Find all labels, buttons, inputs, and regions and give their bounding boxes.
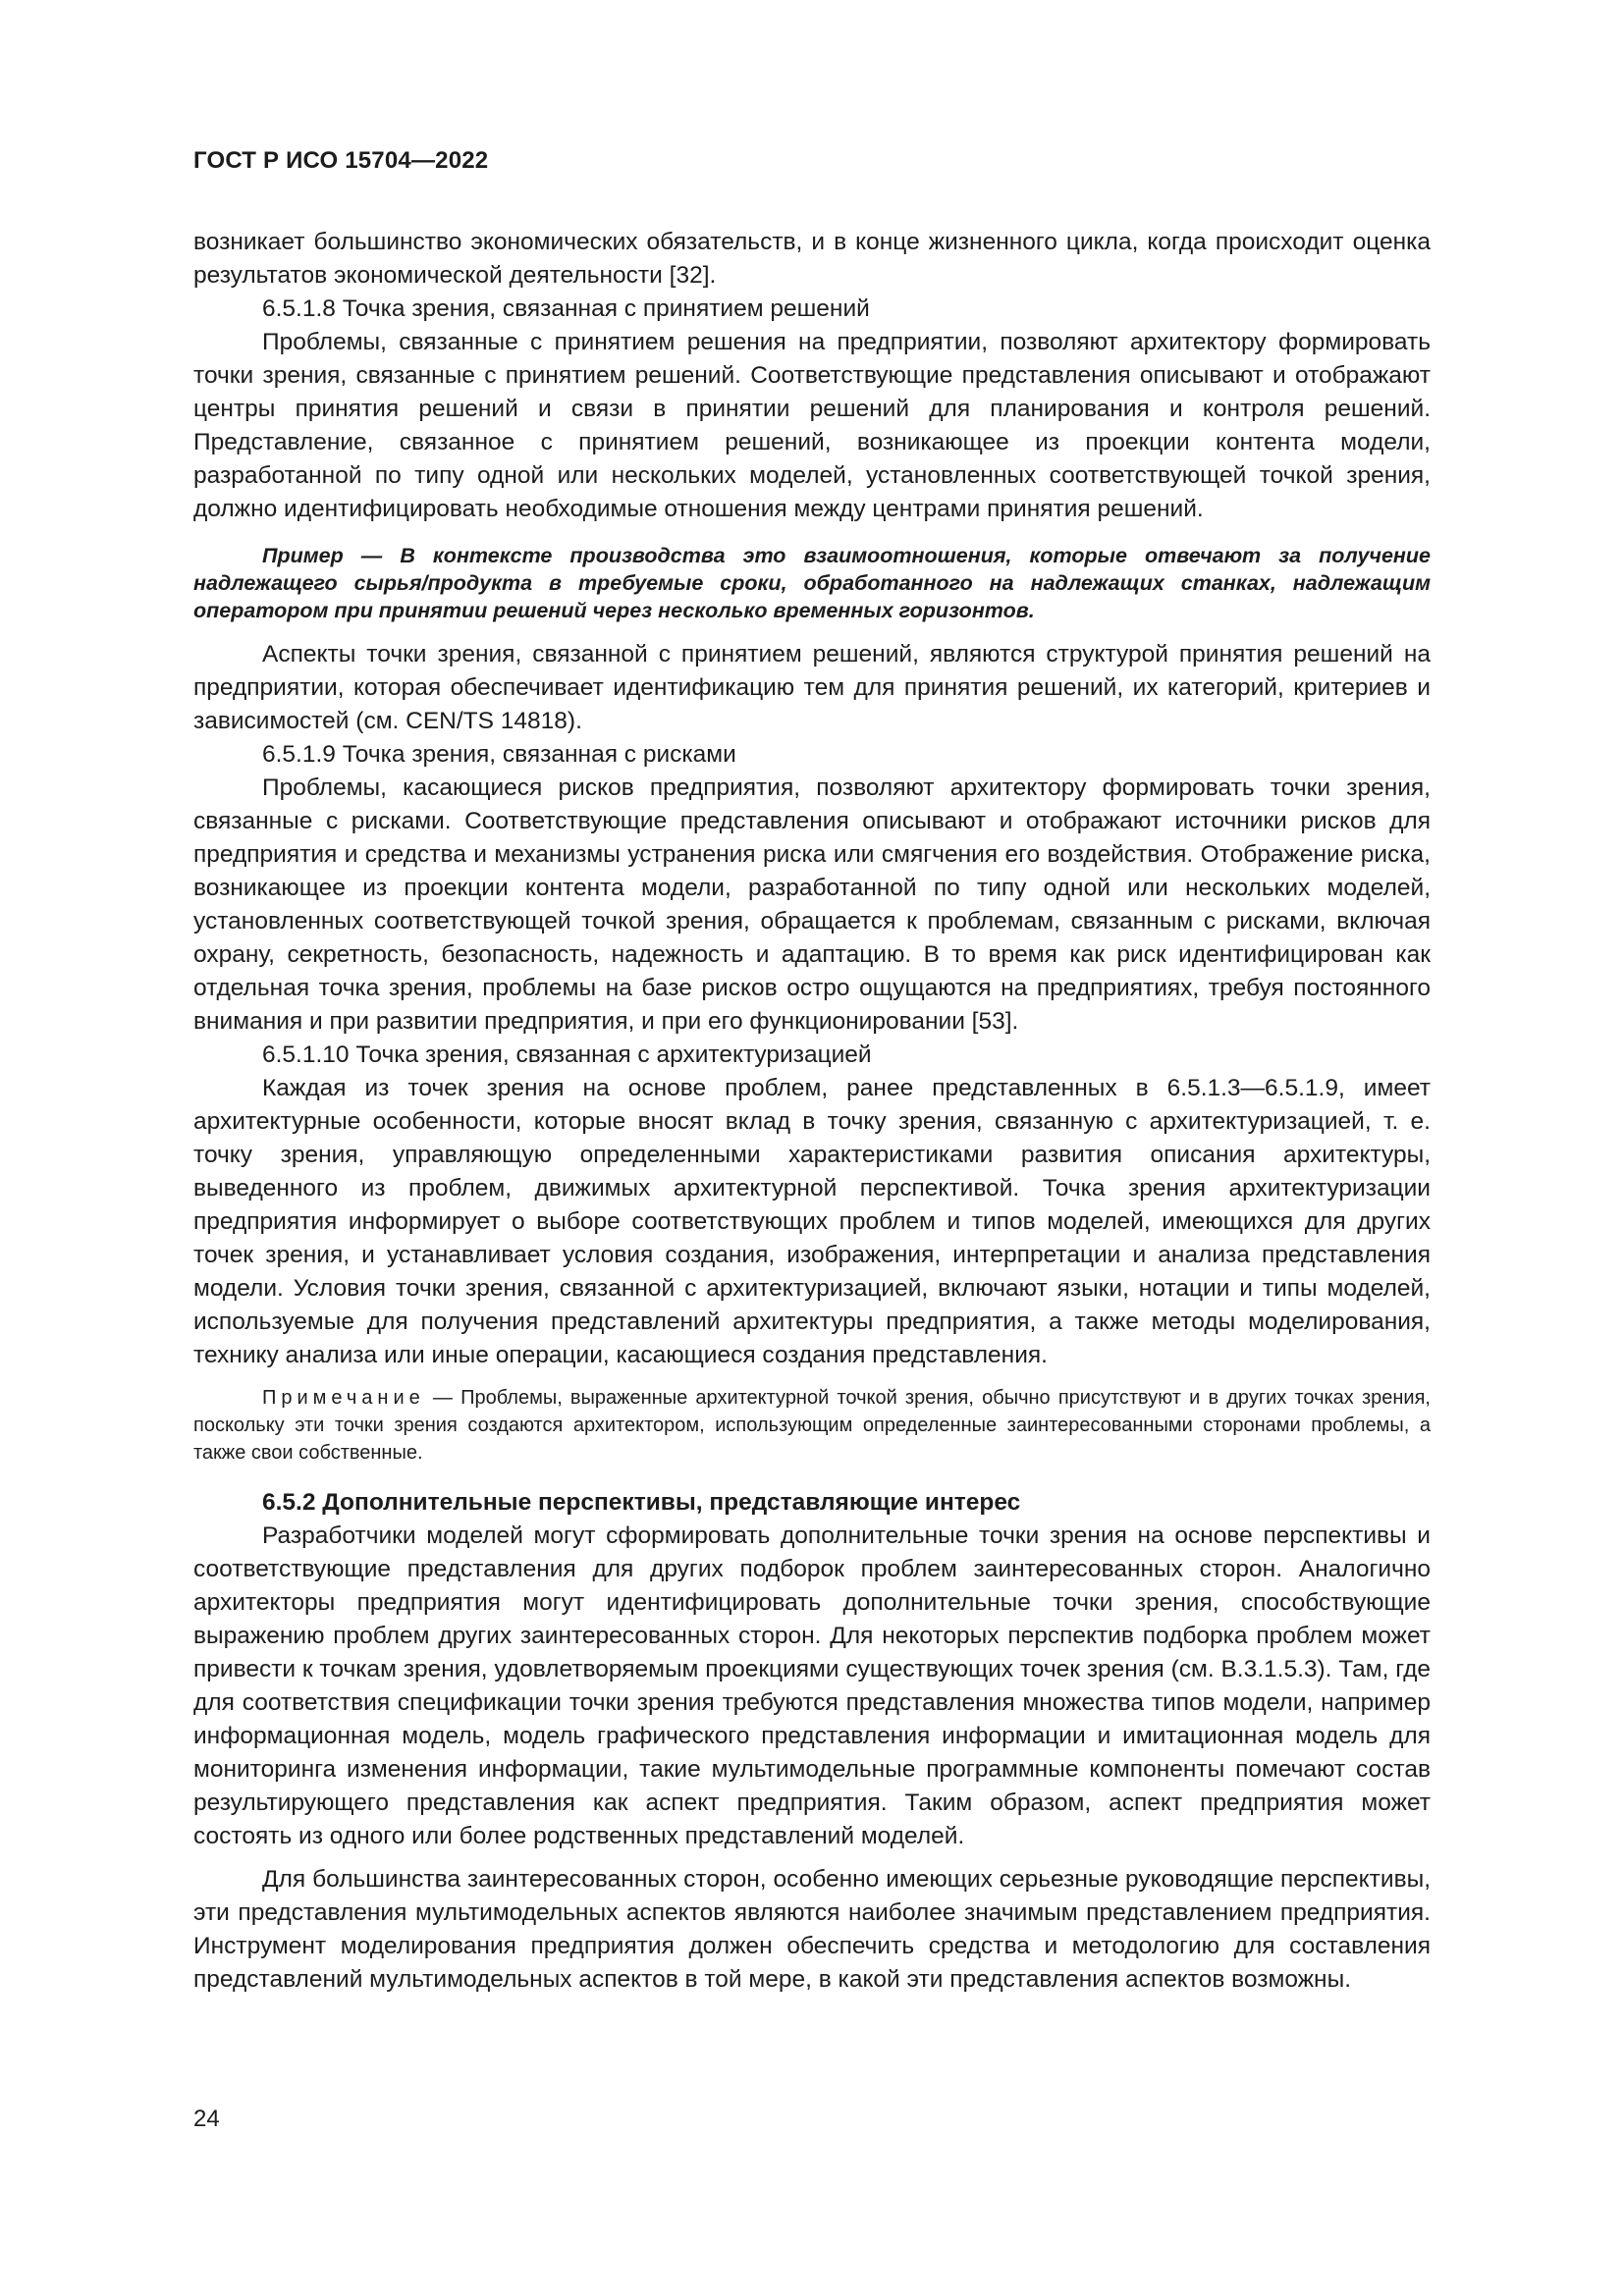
subsection-heading-6-5-1-9: 6.5.1.9 Точка зрения, связанная с рисками [262, 741, 736, 768]
paragraph-decision-concerns: Проблемы, связанные с принятием решения на предприятии, позволяют архитектору формировать точки зрения, связанные с принятием решений. Соответствующие представления описывают и отображают центры принятия решений и связи в принятии решений для планирования и контроля решений. Представление, связанное с принятием решений, возникающее из проекции контента модели, разработанной по типу одной или нескольких моделей, установленных соответствующей точкой зрения, должно идентифицировать необходимые отношения между центрами принятия решений. [193, 329, 1431, 522]
paragraph-continuation: возникает большинство экономических обязательств, и в конце жизненного цикла, когда происходит оценка результатов экономической деятельности [32]. [193, 229, 1431, 289]
example-block: Пример — В контексте производства это взаимоотношения, которые отвечают за получение надлежащего сырья/продукта в требуемые сроки, обработанного на надлежащих станках, надлежащим оператором при принятии решений через несколько временных горизонтов. [193, 544, 1431, 622]
note-label: Примечание [262, 1387, 425, 1409]
page-number: 24 [193, 2106, 220, 2132]
document-header: ГОСТ Р ИСО 15704—2022 [193, 147, 489, 174]
paragraph-stakeholders: Для большинства заинтересованных сторон, особенно имеющих серьезные руководящие перспективы, эти представления мультимодельных аспектов являются наиболее значимым представлением предприятия. Инструмент моделирования предприятия должен обеспечить средства и методологию для составления представлений мультимодельных аспектов в той мере, в какой эти представления аспектов возможны. [193, 1866, 1431, 1993]
paragraph-architecturization: Каждая из точек зрения на основе проблем, ранее представленных в 6.5.1.3—6.5.1.9, имеет архитектурные особенности, которые вносят вклад в точку зрения, связанную с архитектуризацией, т. е. точку зрения, управляющую определенными характеристиками развития описания архитектуры, выведенного из проблем, движимых архитектурной перспективой. Точка зрения архитектуризации предприятия информирует о выборе соответствующих проблем и типов моделей, имеющихся для других точек зрения, и устанавливает условия создания, изображения, интерпретации и анализа представления модели. Условия точки зрения, связанной с архитектуризацией, включают языки, нотации и типы моделей, используемые для получения представлений архитектуры предприятия, а также методы моделирования, технику анализа или иные операции, касающиеся создания представления. [193, 1075, 1431, 1368]
paragraph-decision-aspects: Аспекты точки зрения, связанной с принятием решений, являются структурой принятия решений на предприятии, которая обеспечивает идентификацию тем для принятия решений, их категорий, критериев и зависимостей (см. CEN/TS 14818). [193, 641, 1431, 734]
paragraph-risk: Проблемы, касающиеся рисков предприятия, позволяют архитектору формировать точки зрения, связанные с рисками. Соответствующие представления описывают и отображают источники рисков для предприятия и средства и механизмы устранения риска или смягчения его воздействия. Отображение риска, возникающее из проекции контента модели, разработанной по типу одной или нескольких моделей, установленных соответствующей точкой зрения, обращается к проблемам, связанным с рисками, включая охрану, секретность, безопасность, надежность и адаптацию. В то время как риск идентифицирован как отдельная точка зрения, проблемы на базе рисков остро ощущаются на предприятиях, требуя постоянного внимания и при развитии предприятия, и при его функционировании [53]. [193, 774, 1431, 1035]
subsection-heading-6-5-1-10: 6.5.1.10 Точка зрения, связанная с архитектуризацией [262, 1041, 872, 1068]
subsection-heading-6-5-1-8: 6.5.1.8 Точка зрения, связанная с принятием решений [262, 295, 870, 322]
note-text: — Проблемы, выраженные архитектурной точкой зрения, обычно присутствуют и в других точках зрения, поскольку эти точки зрения создаются архитектором, использующим определенные заинтересованными сторонами проблемы, а также свои собственные. [193, 1387, 1431, 1464]
note-block [193, 1384, 1431, 1467]
paragraph-additional-perspectives: Разработчики моделей могут сформировать дополнительные точки зрения на основе перспективы и соответствующие представления для других подборок проблем заинтересованных сторон. Аналогично архитекторы предприятия могут идентифицировать дополнительные точки зрения, способствующие выражению проблем других заинтересованных сторон. Для некоторых перспектив подборка проблем может привести к точкам зрения, удовлетворяемым проекциями существующих точек зрения (см. В.3.1.5.3). Там, где для соответствия спецификации точки зрения требуются представления множества типов модели, например информационная модель, модель графического представления информации и имитационная модель для мониторинга изменения информации, такие мультимодельные программные компоненты помечают состав результирующего представления как аспект предприятия. Таким образом, аспект предприятия может состоять из одного или более родственных представлений моделей. [193, 1522, 1432, 1849]
page-content [193, 226, 1431, 1997]
section-heading-6-5-2: 6.5.2 Дополнительные перспективы, представляющие интерес [262, 1489, 1021, 1516]
